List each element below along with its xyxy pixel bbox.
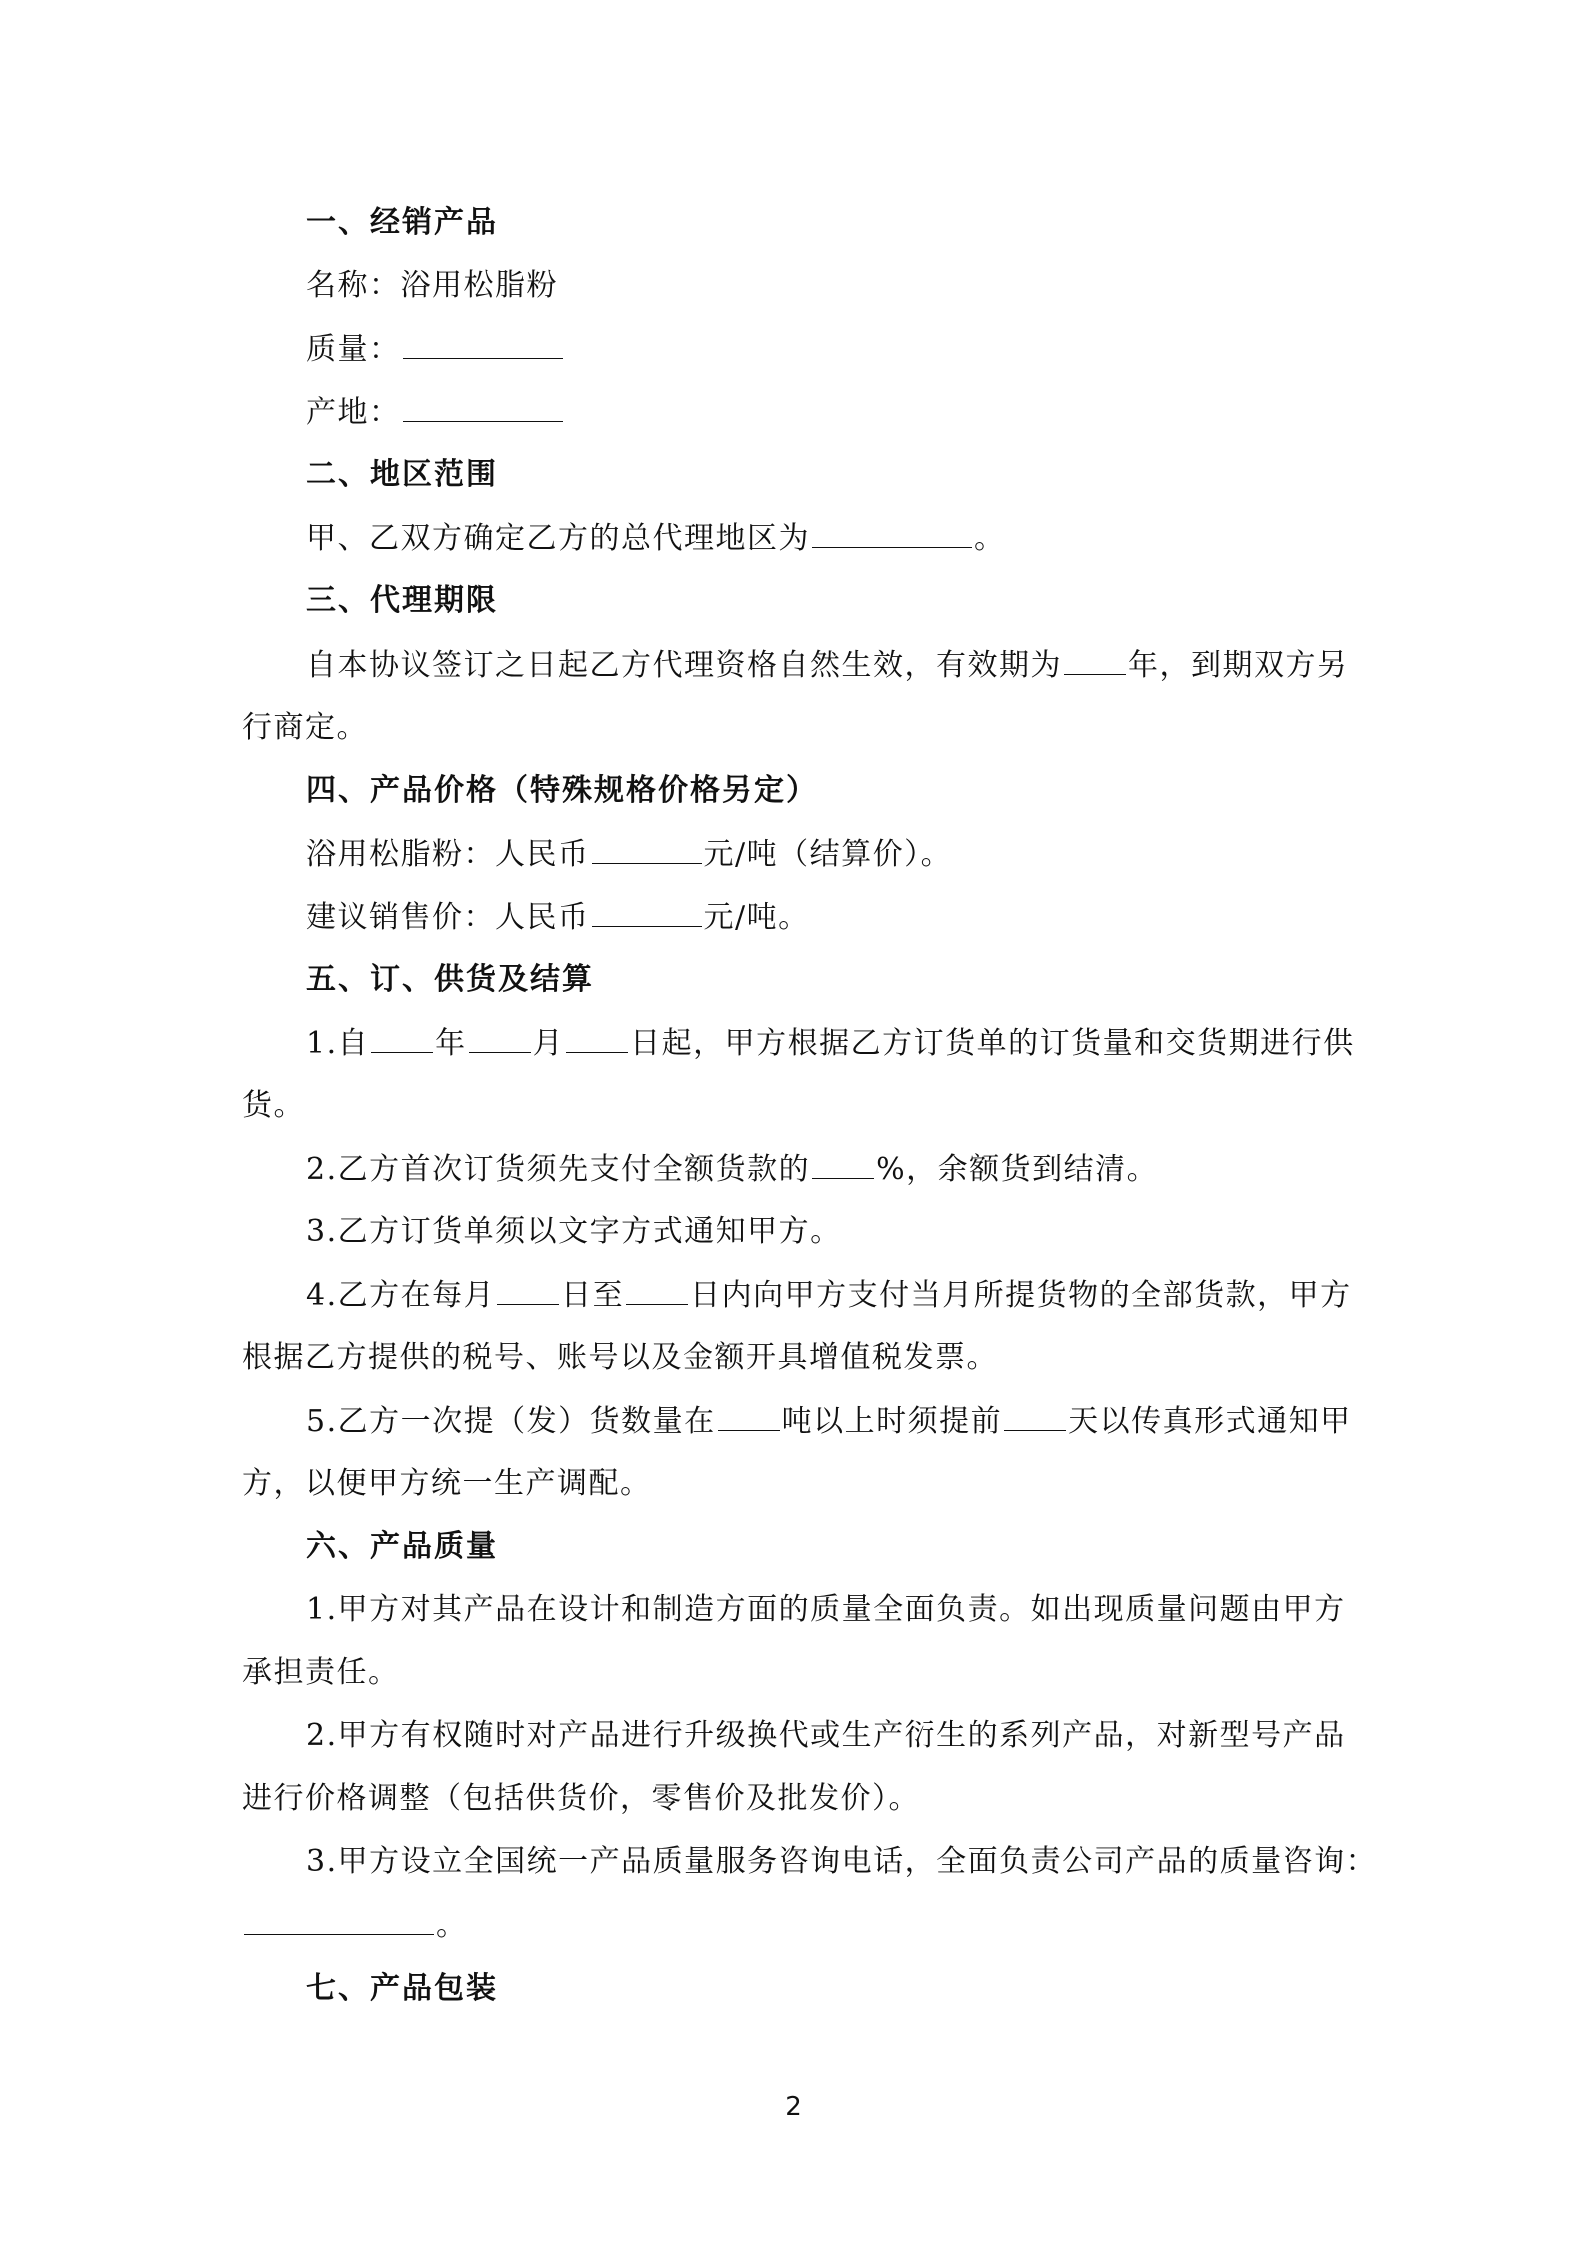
supply-item-1-line-1 [306,1022,1355,1065]
start-year-blank [371,1022,433,1053]
supply-item-5-line-2: 方，以便甲方统一生产调配。 [242,1466,652,1501]
retail-price-line [306,896,810,939]
page-number: 2 [785,2092,802,2122]
product-name-line: 名称：浴用松脂粉 [306,268,558,303]
hotline-end: 。 [436,1908,468,1943]
region-blank [812,517,972,548]
supply-item-4-line-2: 根据乙方提供的税号、账号以及金额开具增值税发票。 [242,1340,998,1375]
retail-price-label: 建议销售价：人民币 [306,900,590,935]
section-2-heading: 二、地区范围 [306,457,498,492]
supply-item-1-line-2: 货。 [242,1088,305,1123]
origin-label: 产地： [306,395,401,430]
month-char: 月 [532,1026,565,1061]
quality-item-1-line-1: 1.甲方对其产品在设计和制造方面的质量全面负责。如出现质量问题由甲方 [306,1592,1346,1627]
settlement-price-unit: 元/吨（结算价）。 [703,837,953,872]
pay-end-day-blank [626,1274,688,1305]
start-month-blank [469,1022,531,1053]
supply-2-text: 2.乙方首次订货须先支付全额货款的 [306,1152,811,1187]
pay-start-day-blank [497,1274,559,1305]
supply-5-prefix: 5.乙方一次提（发）货数量在 [306,1404,716,1439]
term-line-2: 行商定。 [242,710,368,745]
term-text: 自本协议签订之日起乙方代理资格自然生效，有效期为 [306,648,1062,683]
supply-5-text: 天以传真形式通知甲 [1068,1404,1352,1439]
settlement-price-label: 浴用松脂粉：人民币 [306,837,590,872]
section-3-heading: 三、代理期限 [306,583,498,618]
origin-blank [403,391,563,422]
section-6-heading: 六、产品质量 [306,1529,498,1564]
settlement-price-blank [592,833,702,864]
quality-blank [403,328,563,359]
supply-item-3: 3.乙方订货单须以文字方式通知甲方。 [306,1214,842,1249]
hotline-blank [244,1904,434,1935]
term-text-end: 年，到期双方另 [1128,648,1349,683]
retail-price-blank [592,896,702,927]
section-1-heading: 一、经销产品 [306,205,498,240]
section-7-heading: 七、产品包装 [306,1971,498,2006]
quality-label: 质量： [306,332,401,367]
supply-item-5-line-1 [306,1400,1352,1443]
supply-item-4-line-1 [306,1274,1352,1317]
start-day-blank [566,1022,628,1053]
supply-1-text: 日起，甲方根据乙方订货单的订货量和交货期进行供 [630,1026,1355,1061]
supply-4-text: 日内向甲方支付当月所提货物的全部货款，甲方 [690,1278,1352,1313]
section-4-heading: 四、产品价格（特殊规格价格另定） [306,773,818,808]
term-years-blank [1064,644,1126,675]
supply-5-mid: 吨以上时须提前 [781,1404,1003,1439]
supply-item-2 [306,1148,1158,1191]
supply-2-text-end: %，余额货到结清。 [876,1152,1159,1187]
quality-item-2-line-1: 2.甲方有权随时对产品进行升级换代或生产衍生的系列产品，对新型号产品 [306,1718,1346,1753]
prepay-percent-blank [812,1148,874,1179]
supply-1-prefix: 1.自 [306,1026,370,1061]
quality-line [306,328,565,371]
origin-line [306,391,565,434]
settlement-price-line [306,833,952,876]
year-char: 年 [435,1026,467,1061]
quality-item-3-line-2 [242,1904,468,1947]
term-line-1 [306,644,1349,687]
region-text: 甲、乙双方确定乙方的总代理地区为 [306,521,810,556]
notice-days-blank [1004,1400,1066,1431]
quality-item-2-line-2: 进行价格调整（包括供货价，零售价及批发价）。 [242,1781,920,1816]
quality-item-1-line-2: 承担责任。 [242,1655,400,1690]
quality-item-3-line-1: 3.甲方设立全国统一产品质量服务咨询电话，全面负责公司产品的质量咨询： [306,1844,1378,1879]
supply-4-mid: 日至 [561,1278,625,1313]
region-text-end: 。 [974,521,1006,556]
region-line [306,517,1006,560]
retail-price-unit: 元/吨。 [703,900,810,935]
section-5-heading: 五、订、供货及结算 [306,962,594,997]
tonnage-blank [718,1400,780,1431]
supply-4-prefix: 4.乙方在每月 [306,1278,496,1313]
